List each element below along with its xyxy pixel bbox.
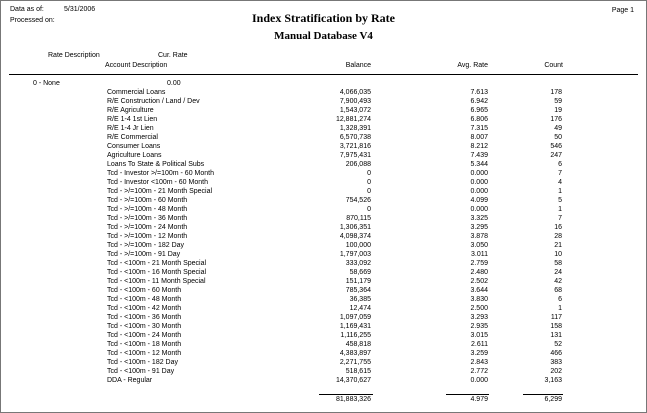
balance: 785,364 xyxy=(345,287,371,294)
data-as-of-value: 5/31/2006 xyxy=(64,6,96,13)
account-description: R/E Agriculture xyxy=(107,107,154,114)
data-as-of-label: Data as of: xyxy=(10,6,44,13)
count: 52 xyxy=(554,341,562,348)
count: 6 xyxy=(558,161,562,168)
avg-rate: 3.325 xyxy=(470,215,488,222)
avg-rate: 2.611 xyxy=(471,341,488,348)
table-row xyxy=(1,233,646,241)
avg-rate: 8.212 xyxy=(470,143,488,150)
account-description: Tcd - Investor <100m - 60 Month xyxy=(107,179,208,186)
avg-rate: 2.935 xyxy=(470,323,488,330)
balance: 58,669 xyxy=(349,269,371,276)
table-row xyxy=(1,305,646,313)
avg-rate: 0.000 xyxy=(470,188,488,195)
account-description: Agriculture Loans xyxy=(107,152,162,159)
account-description: Tcd - >/=100m - 182 Day xyxy=(107,242,185,249)
account-description: Tcd - <100m - 182 Day xyxy=(107,359,179,366)
count: 178 xyxy=(550,89,562,96)
col-balance: Balance xyxy=(345,62,371,69)
table-row xyxy=(1,341,646,349)
count: 28 xyxy=(554,233,562,240)
balance: 12,474 xyxy=(349,305,371,312)
balance: 1,116,255 xyxy=(340,332,371,339)
balance: 1,097,059 xyxy=(339,314,371,321)
avg-rate: 3.050 xyxy=(470,242,488,249)
balance: 7,900,493 xyxy=(339,98,371,105)
count: 1 xyxy=(558,188,562,195)
table-row xyxy=(1,224,646,232)
balance: 458,818 xyxy=(345,341,371,348)
account-description: Tcd - >/=100m - 36 Month xyxy=(107,215,188,222)
balance: 4,066,035 xyxy=(339,89,371,96)
balance: 100,000 xyxy=(345,242,371,249)
count: 131 xyxy=(550,332,562,339)
col-cur-rate: Cur. Rate xyxy=(158,52,188,59)
count: 58 xyxy=(554,260,562,267)
balance: 206,088 xyxy=(345,161,371,168)
balance: 6,570,738 xyxy=(339,134,371,141)
avg-rate: 2.502 xyxy=(470,278,488,285)
avg-rate: 2.843 xyxy=(470,359,488,366)
table-row xyxy=(1,107,646,115)
table-row xyxy=(1,332,646,340)
table-row xyxy=(1,197,646,205)
table-row xyxy=(1,260,646,268)
table-row xyxy=(1,152,646,160)
account-description: DDA - Regular xyxy=(107,377,153,384)
page-number: Page 1 xyxy=(611,7,634,14)
total-count: 6,299 xyxy=(544,396,562,403)
balance: 2,271,755 xyxy=(339,359,371,366)
avg-rate: 3.293 xyxy=(470,314,488,321)
table-row xyxy=(1,359,646,367)
avg-rate: 4.099 xyxy=(470,197,488,204)
count: 6 xyxy=(558,296,562,303)
avg-rate: 0.000 xyxy=(470,206,488,213)
avg-rate: 8.007 xyxy=(470,134,488,141)
count: 50 xyxy=(554,134,562,141)
col-avg-rate: Avg. Rate xyxy=(457,62,488,69)
account-description: Tcd - <100m - 30 Month xyxy=(107,323,182,330)
table-row xyxy=(1,89,646,97)
account-description: Tcd - >/=100m - 48 Month xyxy=(107,206,188,213)
balance: 4,098,374 xyxy=(339,233,371,240)
table-row xyxy=(1,314,646,322)
table-row xyxy=(1,287,646,295)
table-row xyxy=(1,296,646,304)
balance: 1,797,003 xyxy=(339,251,371,258)
count: 546 xyxy=(550,143,562,150)
total-rule-rate xyxy=(446,394,489,395)
account-description: R/E Commercial xyxy=(107,134,158,141)
count: 1 xyxy=(558,206,562,213)
balance: 1,328,391 xyxy=(339,125,371,132)
balance: 754,526 xyxy=(345,197,371,204)
processed-on-label: Processed on: xyxy=(10,17,55,24)
table-row xyxy=(1,188,646,196)
total-rule-count xyxy=(523,394,563,395)
avg-rate: 3.015 xyxy=(470,332,488,339)
account-description: Tcd - <100m - 91 Day xyxy=(107,368,175,375)
account-description: Tcd - >/=100m - 12 Month xyxy=(107,233,188,240)
table-row xyxy=(1,161,646,169)
account-description: Loans To State & Political Subs xyxy=(107,161,205,168)
balance: 7,975,431 xyxy=(339,152,371,159)
account-description: Tcd - <100m - 60 Month xyxy=(107,287,182,294)
count: 5 xyxy=(558,197,562,204)
account-description: Tcd - Investor >/=100m - 60 Month xyxy=(107,170,214,177)
table-row xyxy=(1,206,646,214)
count: 117 xyxy=(550,314,562,321)
table-row xyxy=(1,278,646,286)
count: 247 xyxy=(550,152,562,159)
balance: 1,169,431 xyxy=(339,323,371,330)
balance: 1,543,072 xyxy=(339,107,371,114)
account-description: Tcd - <100m - 16 Month Special xyxy=(107,269,207,276)
account-description: R/E 1-4 Jr Lien xyxy=(107,125,154,132)
table-row xyxy=(1,98,646,106)
avg-rate: 7.439 xyxy=(470,152,488,159)
balance: 0 xyxy=(367,179,371,186)
table-row xyxy=(1,134,646,142)
avg-rate: 2.759 xyxy=(470,260,488,267)
table-row xyxy=(1,269,646,277)
avg-rate: 3.830 xyxy=(470,296,488,303)
avg-rate: 2.500 xyxy=(470,305,488,312)
account-description: Tcd - <100m - 18 Month xyxy=(107,341,182,348)
count: 49 xyxy=(554,125,562,132)
table-row xyxy=(1,323,646,331)
table-row xyxy=(1,350,646,358)
count: 1 xyxy=(558,305,562,312)
avg-rate: 6.965 xyxy=(470,107,488,114)
account-description: Tcd - >/=100m - 60 Month xyxy=(107,197,188,204)
count: 21 xyxy=(554,242,562,249)
count: 466 xyxy=(550,350,562,357)
table-row xyxy=(1,170,646,178)
count: 59 xyxy=(554,98,562,105)
avg-rate: 0.000 xyxy=(470,377,488,384)
avg-rate: 3.878 xyxy=(470,233,488,240)
balance: 0 xyxy=(367,188,371,195)
count: 42 xyxy=(554,278,562,285)
report-subtitle: Manual Database V4 xyxy=(274,30,373,42)
header-rule xyxy=(9,74,638,75)
count: 24 xyxy=(554,269,562,276)
avg-rate: 7.613 xyxy=(470,89,488,96)
table-row xyxy=(1,377,646,385)
totals-row xyxy=(1,396,646,404)
balance: 3,721,816 xyxy=(339,143,371,150)
count: 16 xyxy=(554,224,562,231)
balance: 0 xyxy=(367,170,371,177)
total-avg-rate: 4.979 xyxy=(470,396,488,403)
account-description: Tcd - <100m - 21 Month Special xyxy=(107,260,207,267)
total-rule-balance xyxy=(319,394,373,395)
account-description: Tcd - <100m - 42 Month xyxy=(107,305,182,312)
count: 7 xyxy=(558,215,562,222)
avg-rate: 0.000 xyxy=(470,179,488,186)
report-title: Index Stratification by Rate xyxy=(252,11,395,25)
balance: 151,179 xyxy=(345,278,371,285)
table-row xyxy=(1,251,646,259)
account-description: Tcd - <100m - 48 Month xyxy=(107,296,182,303)
avg-rate: 2.480 xyxy=(470,269,488,276)
account-description: R/E 1-4 1st Lien xyxy=(107,116,158,123)
group-label: 0 - None xyxy=(33,80,60,87)
count: 383 xyxy=(550,359,562,366)
col-account-description: Account Description xyxy=(105,62,168,69)
avg-rate: 3.011 xyxy=(471,251,488,258)
table-row xyxy=(1,179,646,187)
table-row xyxy=(1,368,646,376)
table-row xyxy=(1,116,646,124)
balance: 518,615 xyxy=(345,368,371,375)
count: 4 xyxy=(558,179,562,186)
avg-rate: 3.644 xyxy=(470,287,488,294)
account-description: Tcd - <100m - 36 Month xyxy=(107,314,182,321)
account-description: Tcd - <100m - 11 Month Special xyxy=(107,278,206,285)
account-description: Consumer Loans xyxy=(107,143,161,150)
balance: 14,370,627 xyxy=(335,377,371,384)
account-description: Tcd - >/=100m - 24 Month xyxy=(107,224,188,231)
account-description: R/E Construction / Land / Dev xyxy=(107,98,200,105)
count: 68 xyxy=(554,287,562,294)
account-description: Tcd - >/=100m - 21 Month Special xyxy=(107,188,213,195)
avg-rate: 5.344 xyxy=(470,161,488,168)
balance: 4,383,897 xyxy=(339,350,371,357)
avg-rate: 2.772 xyxy=(470,368,488,375)
count: 158 xyxy=(550,323,562,330)
avg-rate: 7.315 xyxy=(470,125,488,132)
count: 10 xyxy=(554,251,562,258)
table-row xyxy=(1,215,646,223)
avg-rate: 3.295 xyxy=(470,224,488,231)
table-row xyxy=(1,143,646,151)
table-row xyxy=(1,242,646,250)
account-description: Tcd - <100m - 12 Month xyxy=(107,350,182,357)
table-row xyxy=(1,125,646,133)
count: 7 xyxy=(558,170,562,177)
account-description: Commercial Loans xyxy=(107,89,166,96)
avg-rate: 6.942 xyxy=(470,98,488,105)
total-balance: 81,883,326 xyxy=(335,396,371,403)
avg-rate: 6.806 xyxy=(470,116,488,123)
col-count: Count xyxy=(544,62,563,69)
balance: 870,115 xyxy=(346,215,371,222)
balance: 0 xyxy=(367,206,371,213)
count: 176 xyxy=(550,116,562,123)
avg-rate: 0.000 xyxy=(470,170,488,177)
avg-rate: 3.259 xyxy=(470,350,488,357)
account-description: Tcd - >/=100m - 91 Day xyxy=(107,251,181,258)
account-description: Tcd - <100m - 24 Month xyxy=(107,332,182,339)
count: 3,163 xyxy=(544,377,562,384)
balance: 333,092 xyxy=(345,260,371,267)
count: 202 xyxy=(550,368,562,375)
balance: 1,306,351 xyxy=(339,224,371,231)
balance: 36,385 xyxy=(349,296,371,303)
col-rate-description: Rate Description xyxy=(48,52,100,59)
group-rate: 0.00 xyxy=(167,80,181,87)
balance: 12,881,274 xyxy=(335,116,371,123)
count: 19 xyxy=(554,107,562,114)
